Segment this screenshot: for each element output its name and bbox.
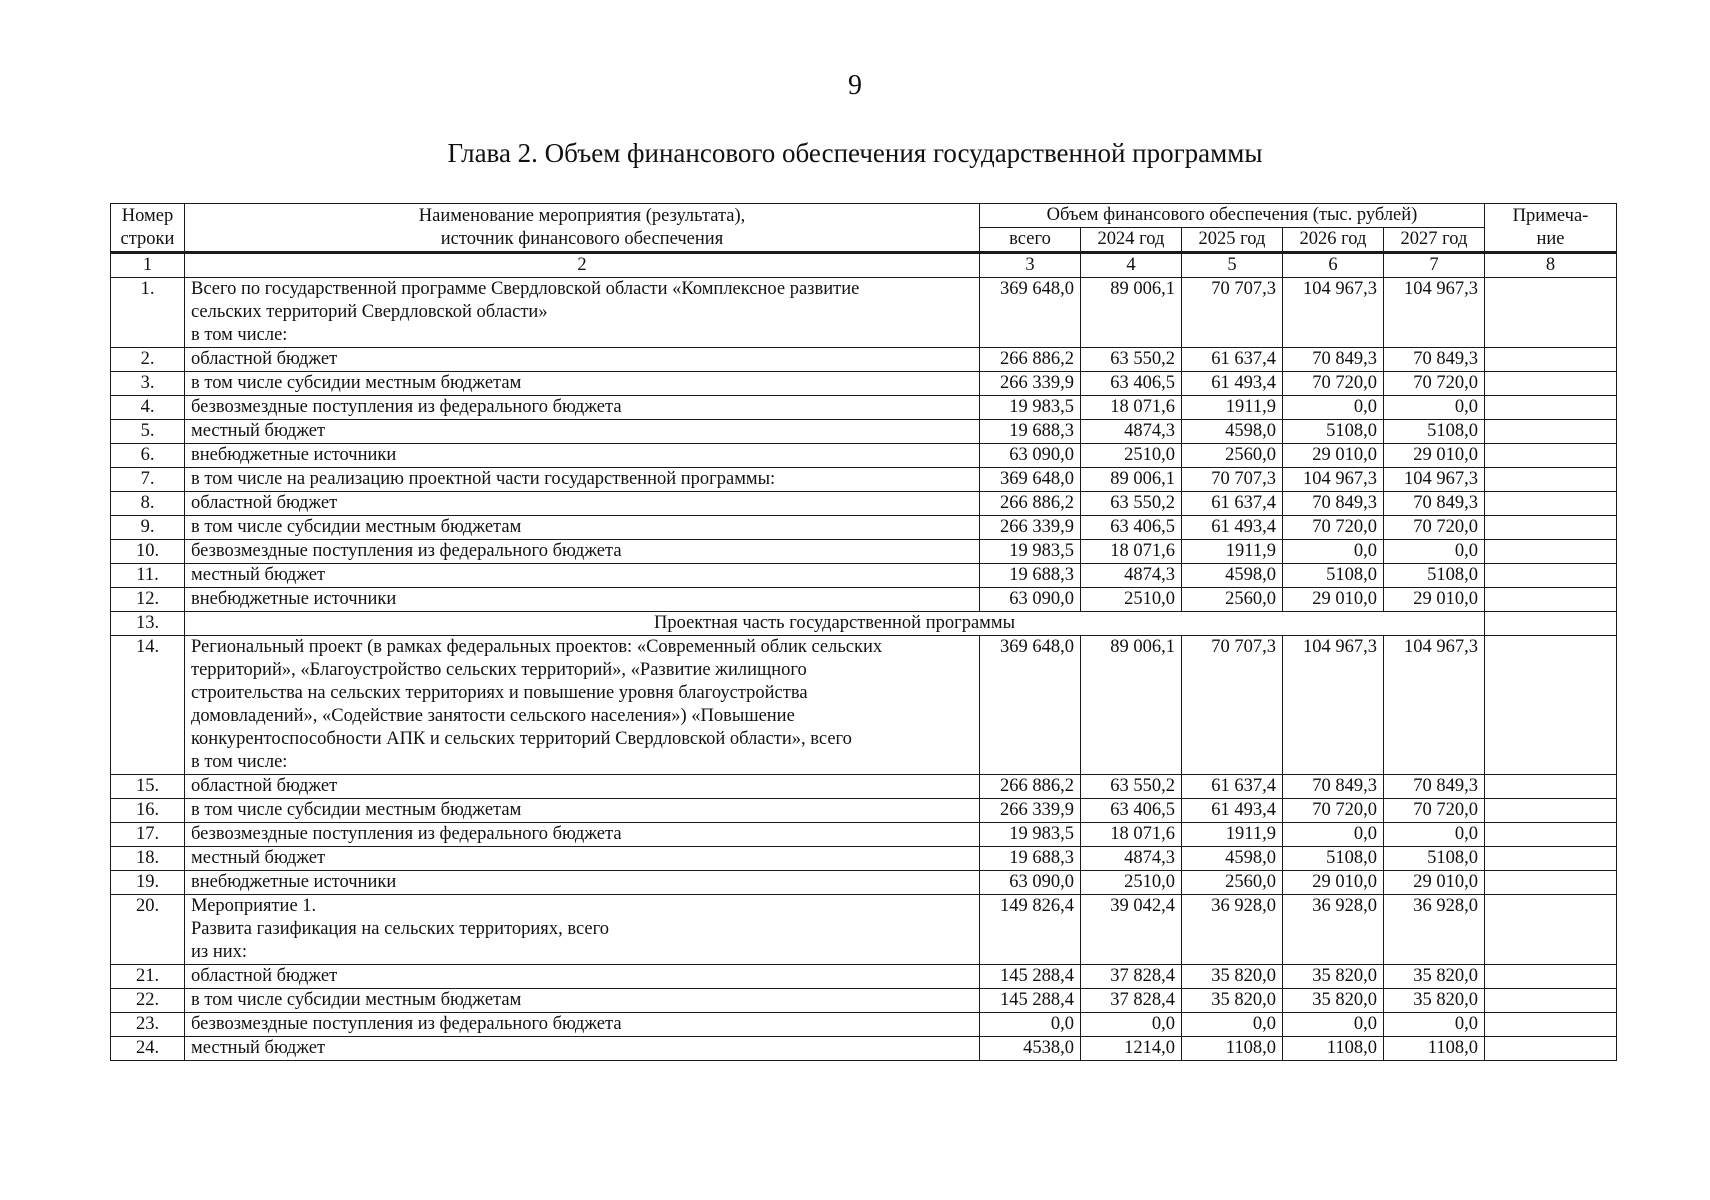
value-cell: 266 886,2 [980,775,1081,799]
value-cell: 1108,0 [1283,1037,1384,1061]
header-year-2025: 2025 год [1182,228,1283,253]
value-cell: 70 720,0 [1384,372,1485,396]
row-name [185,895,980,965]
financing-table [110,203,1617,1061]
table-row [111,540,1617,564]
value-cell: 0,0 [1384,540,1485,564]
value-cell: 0,0 [1283,1013,1384,1037]
row-name [185,516,980,540]
row-name-line: в том числе: [191,752,288,772]
table-row [111,1037,1617,1061]
note-cell [1485,420,1617,444]
value-cell: 29 010,0 [1283,588,1384,612]
note-cell [1485,396,1617,420]
table-row [111,799,1617,823]
value-cell: 1911,9 [1182,823,1283,847]
row-number: 20. [111,895,185,965]
value-cell: 5108,0 [1283,847,1384,871]
table-row [111,564,1617,588]
row-name-line: безвозмездные поступления из федерального бюджета [191,541,622,561]
value-cell: 61 493,4 [1182,516,1283,540]
chapter-title: Глава 2. Объем финансового обеспечения государственной программы [447,138,1263,168]
value-cell: 70 707,3 [1182,636,1283,775]
value-cell: 0,0 [1182,1013,1283,1037]
value-cell: 149 826,4 [980,895,1081,965]
row-name-line: в том числе: [191,325,288,345]
row-name-line: безвозмездные поступления из федерального бюджета [191,1014,622,1034]
row-number: 9. [111,516,185,540]
value-cell: 1911,9 [1182,540,1283,564]
row-number: 17. [111,823,185,847]
value-cell: 19 983,5 [980,396,1081,420]
value-cell: 63 406,5 [1081,516,1182,540]
value-cell: 266 339,9 [980,799,1081,823]
header-year-2024: 2024 год [1081,228,1182,253]
row-name-line: Всего по государственной программе Свердловской области «Комплексное развитие [191,279,860,299]
row-number: 24. [111,1037,185,1061]
value-cell: 63 406,5 [1081,799,1182,823]
note-cell [1485,588,1617,612]
row-name [185,823,980,847]
row-name [185,420,980,444]
row-number: 3. [111,372,185,396]
row-name [185,540,980,564]
value-cell: 70 720,0 [1384,799,1485,823]
row-number: 21. [111,965,185,989]
note-cell [1485,516,1617,540]
row-name [185,871,980,895]
row-name-line: областной бюджет [191,966,338,986]
table-row [111,636,1617,775]
value-cell: 2560,0 [1182,871,1283,895]
value-cell: 5108,0 [1384,847,1485,871]
value-cell: 18 071,6 [1081,823,1182,847]
row-name-line: местный бюджет [191,848,326,868]
row-name-line: местный бюджет [191,1038,326,1058]
table-row [111,775,1617,799]
value-cell: 266 339,9 [980,372,1081,396]
value-cell: 5108,0 [1283,564,1384,588]
row-number: 22. [111,989,185,1013]
table-row [111,871,1617,895]
row-name-line: внебюджетные источники [191,589,397,609]
value-cell: 4874,3 [1081,420,1182,444]
value-cell: 2510,0 [1081,588,1182,612]
value-cell: 4598,0 [1182,420,1283,444]
note-cell [1485,348,1617,372]
value-cell: 63 090,0 [980,871,1081,895]
value-cell: 0,0 [1283,823,1384,847]
value-cell: 1108,0 [1182,1037,1283,1061]
table-row [111,895,1617,965]
value-cell: 104 967,3 [1283,468,1384,492]
value-cell: 29 010,0 [1384,871,1485,895]
value-cell: 2510,0 [1081,871,1182,895]
value-cell: 70 849,3 [1384,775,1485,799]
row-name-line: домовладений», «Содействие занятости сельского населения») «Повышение [191,706,795,726]
row-name-line: Региональный проект (в рамках федеральных проектов: «Современный облик сельских [191,637,883,657]
row-name-line: областной бюджет [191,776,338,796]
note-cell [1485,965,1617,989]
header-year-2026: 2026 год [1283,228,1384,253]
column-number: 4 [1081,253,1182,278]
row-name-line: областной бюджет [191,493,338,513]
row-name-line: конкурентоспособности АПК и сельских территорий Свердловской области», всего [191,729,852,749]
row-name-line: в том числе на реализацию проектной части государственной программы: [191,469,776,489]
row-name [185,348,980,372]
row-name-line: внебюджетные источники [191,445,397,465]
value-cell: 2510,0 [1081,444,1182,468]
value-cell: 35 820,0 [1283,989,1384,1013]
value-cell: 104 967,3 [1384,636,1485,775]
table-row [111,278,1617,348]
row-name-line: Мероприятие 1. [191,896,317,916]
column-number: 5 [1182,253,1283,278]
row-number: 2. [111,348,185,372]
row-name [185,564,980,588]
value-cell: 37 828,4 [1081,965,1182,989]
row-number: 13. [111,612,185,636]
page-number: 9 [848,70,862,101]
value-cell: 70 849,3 [1384,348,1485,372]
value-cell: 369 648,0 [980,278,1081,348]
value-cell: 266 886,2 [980,348,1081,372]
row-name-line: внебюджетные источники [191,872,397,892]
note-cell [1485,372,1617,396]
value-cell: 29 010,0 [1283,871,1384,895]
note-cell [1485,847,1617,871]
value-cell: 70 720,0 [1384,516,1485,540]
value-cell: 19 983,5 [980,823,1081,847]
value-cell: 36 928,0 [1283,895,1384,965]
value-cell: 145 288,4 [980,989,1081,1013]
value-cell: 63 550,2 [1081,348,1182,372]
value-cell: 61 493,4 [1182,372,1283,396]
row-name [185,468,980,492]
value-cell: 70 849,3 [1283,775,1384,799]
value-cell: 369 648,0 [980,636,1081,775]
table-row [111,420,1617,444]
value-cell: 63 406,5 [1081,372,1182,396]
header-name: Наименование мероприятия (результата), источник финансового обеспечения [185,204,980,253]
value-cell: 29 010,0 [1283,444,1384,468]
row-name [185,989,980,1013]
value-cell: 63 550,2 [1081,775,1182,799]
row-number: 11. [111,564,185,588]
value-cell: 63 090,0 [980,588,1081,612]
value-cell: 36 928,0 [1384,895,1485,965]
value-cell: 70 720,0 [1283,516,1384,540]
row-name [185,775,980,799]
value-cell: 70 720,0 [1283,799,1384,823]
header-volume: Объем финансового обеспечения (тыс. рублей) [980,204,1485,228]
value-cell: 70 849,3 [1384,492,1485,516]
note-cell [1485,564,1617,588]
value-cell: 1108,0 [1384,1037,1485,1061]
column-number: 6 [1283,253,1384,278]
value-cell: 29 010,0 [1384,588,1485,612]
value-cell: 89 006,1 [1081,468,1182,492]
value-cell: 0,0 [1384,1013,1485,1037]
row-name [185,636,980,775]
row-name [185,396,980,420]
table-row [111,847,1617,871]
header-row-number: Номер строки [111,204,185,253]
value-cell: 5108,0 [1283,420,1384,444]
value-cell: 0,0 [1081,1013,1182,1037]
value-cell: 39 042,4 [1081,895,1182,965]
value-cell: 0,0 [1283,540,1384,564]
value-cell: 63 090,0 [980,444,1081,468]
value-cell: 70 720,0 [1283,372,1384,396]
value-cell: 35 820,0 [1182,989,1283,1013]
note-cell [1485,823,1617,847]
row-name-line: местный бюджет [191,565,326,585]
column-numbers-row [111,253,1617,278]
note-cell [1485,492,1617,516]
note-cell [1485,895,1617,965]
value-cell: 4598,0 [1182,564,1283,588]
table-row [111,492,1617,516]
row-name [185,1013,980,1037]
row-number: 6. [111,444,185,468]
row-number: 4. [111,396,185,420]
header-total: всего [980,228,1081,253]
note-cell [1485,989,1617,1013]
value-cell: 4874,3 [1081,847,1182,871]
row-name [185,444,980,468]
row-name-line: Развита газификация на сельских территориях, всего [191,919,609,939]
table-row [111,612,1617,636]
value-cell: 70 707,3 [1182,278,1283,348]
value-cell: 104 967,3 [1384,468,1485,492]
section-title: Проектная часть государственной программы [185,612,1485,636]
row-number: 23. [111,1013,185,1037]
value-cell: 145 288,4 [980,965,1081,989]
table-row [111,588,1617,612]
row-name [185,278,980,348]
value-cell: 18 071,6 [1081,396,1182,420]
value-cell: 29 010,0 [1384,444,1485,468]
table-row [111,396,1617,420]
value-cell: 61 637,4 [1182,775,1283,799]
row-number: 14. [111,636,185,775]
value-cell: 63 550,2 [1081,492,1182,516]
row-name [185,588,980,612]
value-cell: 19 688,3 [980,564,1081,588]
value-cell: 35 820,0 [1384,965,1485,989]
column-number: 2 [185,253,980,278]
value-cell: 266 339,9 [980,516,1081,540]
note-cell [1485,444,1617,468]
value-cell: 36 928,0 [1182,895,1283,965]
row-name-line: в том числе субсидии местным бюджетам [191,990,522,1010]
note-cell [1485,1037,1617,1061]
value-cell: 104 967,3 [1384,278,1485,348]
row-name-line: в том числе субсидии местным бюджетам [191,800,522,820]
column-number: 3 [980,253,1081,278]
row-number: 16. [111,799,185,823]
row-number: 18. [111,847,185,871]
value-cell: 70 849,3 [1283,348,1384,372]
row-name-line: безвозмездные поступления из федерального бюджета [191,397,622,417]
value-cell: 266 886,2 [980,492,1081,516]
value-cell: 35 820,0 [1384,989,1485,1013]
row-number: 8. [111,492,185,516]
value-cell: 35 820,0 [1283,965,1384,989]
value-cell: 4874,3 [1081,564,1182,588]
row-name-line: территорий», «Благоустройство сельских территорий», «Развитие жилищного [191,660,807,680]
row-number: 12. [111,588,185,612]
table-row [111,348,1617,372]
row-name [185,799,980,823]
column-number: 1 [111,253,185,278]
table-row [111,372,1617,396]
value-cell: 5108,0 [1384,420,1485,444]
value-cell: 369 648,0 [980,468,1081,492]
row-name [185,965,980,989]
row-name-line: строительства на сельских территориях и повышение уровня благоустройства [191,683,808,703]
row-number: 1. [111,278,185,348]
table-row [111,965,1617,989]
value-cell: 35 820,0 [1182,965,1283,989]
column-number: 7 [1384,253,1485,278]
row-number: 10. [111,540,185,564]
value-cell: 0,0 [1384,823,1485,847]
table-row [111,1013,1617,1037]
header-year-2027: 2027 год [1384,228,1485,253]
value-cell: 19 688,3 [980,420,1081,444]
value-cell: 5108,0 [1384,564,1485,588]
value-cell: 18 071,6 [1081,540,1182,564]
row-name-line: областной бюджет [191,349,338,369]
row-name [185,372,980,396]
row-name-line: в том числе субсидии местным бюджетам [191,373,522,393]
table-row [111,468,1617,492]
note-cell [1485,278,1617,348]
table-row [111,989,1617,1013]
note-cell [1485,612,1617,636]
row-name-line: местный бюджет [191,421,326,441]
note-cell [1485,468,1617,492]
note-cell [1485,636,1617,775]
value-cell: 37 828,4 [1081,989,1182,1013]
row-number: 19. [111,871,185,895]
column-number: 8 [1485,253,1617,278]
value-cell: 1214,0 [1081,1037,1182,1061]
row-name-line: сельских территорий Свердловской области» [191,302,548,322]
note-cell [1485,799,1617,823]
value-cell: 2560,0 [1182,588,1283,612]
value-cell: 89 006,1 [1081,636,1182,775]
row-number: 5. [111,420,185,444]
value-cell: 4598,0 [1182,847,1283,871]
row-number: 7. [111,468,185,492]
value-cell: 104 967,3 [1283,636,1384,775]
table-row [111,516,1617,540]
row-name-line: из них: [191,942,248,962]
value-cell: 70 849,3 [1283,492,1384,516]
value-cell: 0,0 [1283,396,1384,420]
value-cell: 70 707,3 [1182,468,1283,492]
value-cell: 0,0 [980,1013,1081,1037]
value-cell: 104 967,3 [1283,278,1384,348]
table-row [111,823,1617,847]
value-cell: 89 006,1 [1081,278,1182,348]
value-cell: 19 688,3 [980,847,1081,871]
row-number: 15. [111,775,185,799]
value-cell: 2560,0 [1182,444,1283,468]
table-row [111,444,1617,468]
header-note: Примеча- ние [1485,204,1617,253]
value-cell: 19 983,5 [980,540,1081,564]
value-cell: 61 493,4 [1182,799,1283,823]
note-cell [1485,775,1617,799]
value-cell: 0,0 [1384,396,1485,420]
value-cell: 4538,0 [980,1037,1081,1061]
value-cell: 1911,9 [1182,396,1283,420]
row-name [185,492,980,516]
note-cell [1485,540,1617,564]
note-cell [1485,1013,1617,1037]
row-name-line: безвозмездные поступления из федерального бюджета [191,824,622,844]
note-cell [1485,871,1617,895]
row-name [185,847,980,871]
row-name [185,1037,980,1061]
value-cell: 61 637,4 [1182,492,1283,516]
value-cell: 61 637,4 [1182,348,1283,372]
row-name-line: в том числе субсидии местным бюджетам [191,517,522,537]
